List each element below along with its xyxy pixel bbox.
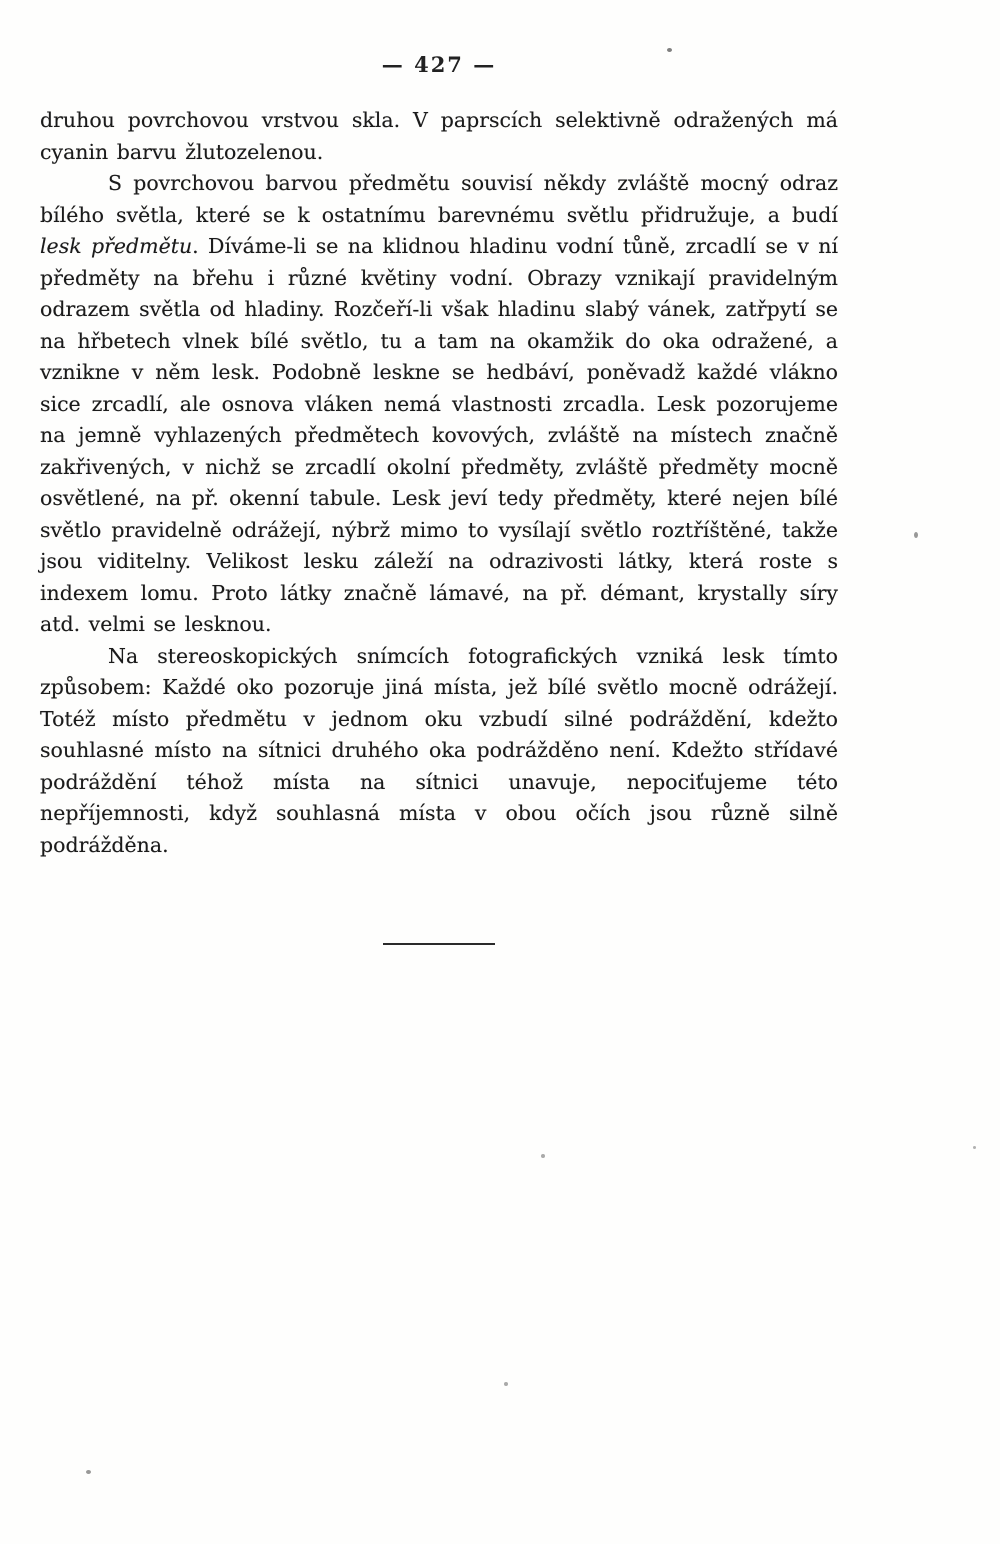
scan-speck (914, 532, 918, 538)
page-number: — 427 — (381, 52, 497, 77)
section-divider (383, 943, 495, 945)
scan-speck (86, 1470, 91, 1474)
emphasized-term: lesk předmětu (40, 234, 193, 258)
paragraph-text: . Díváme-li se na klidnou hladinu vodní tůně, zrcadlí se v ní předměty na břehu i různé květiny vodní. Obrazy vznikají pravidelným odrazem světla od hladiny. Rozčeří-li však hladinu slabý vánek, zatřpytí se na hřbetech vlnek bílé světlo, tu a tam na okamžik do oka odražené, a vznikne v něm lesk. Podobně leskne se hedbáví, poněvadž každé vlákno sice zrcadlí, ale osnova vláken nemá vlastnosti zrcadla. Lesk pozorujeme na jemně vyhlazených předmětech kovových, zvláště na místech značně zakřivených, v nichž se zrcadlí okolní předměty, zvláště předměty mocně osvětlené, na př. okenní tabule. Lesk jeví tedy předměty, které nejen bílé světlo pravidelně odrážejí, nýbrž mimo to vysílají světlo roztříštěné, takže jsou viditelny. Velikost lesku záleží na odrazivosti látky, která roste s indexem lomu. Proto látky značně lámavé, na př. démant, krystally síry atd. velmi se lesknou. (40, 234, 839, 636)
scan-speck (973, 1146, 976, 1149)
paragraph-text: S povrchovou barvou předmětu souvisí někdy zvláště mocný odraz bílého světla, které se k ostatnímu barevnému světlu přidružuje, a budí (40, 171, 838, 227)
text-block (40, 105, 838, 945)
paragraph-continuation: druhou povrchovou vrstvou skla. V paprscích selektivně odražených má cyanin barvu žlutozelenou. (40, 108, 838, 164)
paragraph: Na stereoskopických snímcích fotografických vzniká lesk tímto způsobem: Každé oko pozoruje jiná místa, jež bílé světlo mocně odrážejí. Totéž místo předmětu v jednom oku vzbudí silné podráždění, kdežto souhlasné místo na sítnici druhého oka podrážděno není. Kdežto střídavé podráždění téhož místa na sítnici unavuje, nepociťujeme této nepříjemnosti, když souhlasná místa v obou očích jsou různě silně podrážděna. (40, 643, 838, 857)
scan-speck (541, 1154, 545, 1158)
scan-speck (504, 1382, 508, 1386)
scan-speck (667, 48, 672, 52)
paragraph (40, 168, 838, 641)
